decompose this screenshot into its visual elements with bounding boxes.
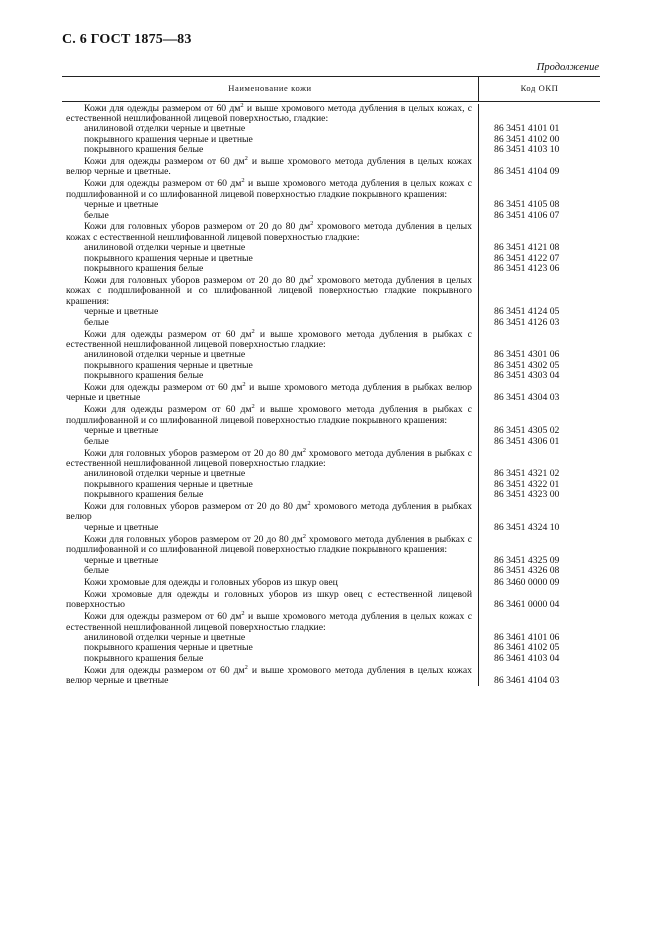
leather-type-item: черные и цветные [84, 425, 159, 437]
okp-code [478, 104, 600, 125]
leather-category-heading: Кожи хромовые для одежды и головных уборов из шкур овец [84, 576, 338, 588]
okp-code: 86 3451 4321 02 [494, 468, 560, 480]
leather-type-item: покрывного крашения белые [84, 263, 204, 275]
leather-type-item: анилиновой отделки черные и цветные [84, 349, 246, 361]
okp-code [478, 222, 600, 243]
okp-code: 86 3451 4301 06 [494, 349, 560, 361]
leather-type-item: анилиновой отделки черные и цветные [84, 631, 246, 643]
okp-code: 86 3451 4326 08 [494, 564, 560, 576]
okp-code: 86 3451 4103 10 [494, 144, 560, 156]
okp-code [478, 449, 600, 470]
okp-code: 86 3451 4306 01 [494, 435, 560, 447]
okp-code: 86 3461 4101 06 [494, 631, 560, 643]
table-row [62, 578, 600, 588]
okp-code: 86 3451 4123 06 [494, 263, 560, 275]
table-row [62, 383, 600, 404]
table-row [62, 437, 600, 447]
leather-type-item: покрывного крашения белые [84, 489, 204, 501]
table-row [62, 532, 600, 556]
okp-code: 86 3451 4122 07 [494, 252, 560, 264]
leather-type-item: белые [84, 316, 109, 328]
okp-code: 86 3451 4322 01 [494, 478, 560, 490]
okp-code: 86 3451 4104 09 [494, 166, 560, 178]
table-row [62, 200, 600, 210]
leather-category-heading: Кожи для одежды размером от 60 $дм^2$ и выше хромового метода дубления в рыбках с естественной нешлифованной лицевой поверхностью гладкие: [66, 327, 472, 350]
okp-code [478, 612, 600, 633]
okp-code [478, 179, 600, 200]
okp-code: 86 3451 4105 08 [494, 199, 560, 211]
leather-type-item: черные и цветные [84, 521, 159, 533]
table-row [62, 663, 600, 687]
table-row [62, 502, 600, 523]
okp-code: 86 3451 4303 04 [494, 370, 560, 382]
leather-type-item: покрывного крашения черные и цветные [84, 359, 253, 371]
leather-category-heading: Кожи для одежды размером от 60 $дм^2$ и выше хромового метода дубления в целых кожах с естественной нешлифованной лицевой поверхностью гладкие: [66, 610, 472, 633]
continuation-label: Продолжение [536, 62, 599, 73]
leather-category-heading: Кожи для одежды размером от 60 $дм^2$ и выше хромового метода дубления в целых кожах, с естественной нешлифованной лицевой поверхностью, гладкие: [66, 101, 472, 124]
leather-type-item: белые [84, 209, 109, 221]
okp-code: 86 3451 4302 05 [494, 359, 560, 371]
leather-type-item: покрывного крашения белые [84, 652, 204, 664]
okp-code: 86 3461 4104 03 [494, 675, 560, 687]
okp-code: 86 3451 4126 03 [494, 316, 560, 328]
table-row [62, 590, 600, 611]
table-row [62, 490, 600, 500]
column-header-code: Код ОКП [520, 83, 559, 93]
leather-type-item: черные и цветные [84, 554, 159, 566]
okp-code: 86 3451 4304 03 [494, 392, 560, 404]
leather-category-heading: Кожи для головных уборов размером от 20 до 80 $дм^2$ хромового метода дубления в рыбках велюр [66, 500, 473, 523]
leather-category-heading: Кожи для одежды размером от 60 $дм^2$ и выше хромового метода дубления в целых кожах велюр черные и цветные. [66, 155, 472, 178]
okp-code: 86 3451 4124 05 [494, 306, 560, 318]
leather-type-item: покрывного крашения белые [84, 144, 204, 156]
table-row [62, 523, 600, 533]
table-row [62, 222, 600, 243]
leather-category-heading: Кожи для одежды размером от 60 $дм^2$ и выше хромового метода дубления в целых кожах велюр черные и цветные [66, 663, 472, 687]
leather-category-heading: Кожи для одежды размером от 60 $дм^2$ и выше хромового метода дубления в целых кожах с подшлифованной и со шлифованной лицевой поверхностью гладкие покрывного крашения: [66, 177, 472, 200]
table-row [62, 318, 600, 328]
table-body [62, 101, 600, 687]
column-header-name: Наименование кожи [62, 77, 479, 101]
table-row [62, 654, 600, 664]
table-row [62, 327, 600, 351]
table-row [62, 276, 600, 307]
page-header: С. 6 ГОСТ 1875—83 [62, 32, 192, 47]
leather-type-item: анилиновой отделки черные и цветные [84, 242, 246, 254]
okp-code: 86 3460 0000 09 [494, 576, 560, 588]
table-header [62, 76, 600, 102]
okp-code: 86 3451 4325 09 [494, 554, 560, 566]
okp-code: 86 3461 0000 04 [494, 599, 560, 611]
okp-code: 86 3451 4323 00 [494, 489, 560, 501]
leather-type-item: черные и цветные [84, 306, 159, 318]
leather-category-heading: Кожи для головных уборов размером от 20 до 80 $дм^2$ хромового метода дубления в рыбках с естественной нешлифованной лицевой поверхностью гладкие: [66, 446, 472, 469]
leather-type-item: анилиновой отделки черные и цветные [84, 123, 246, 135]
table-row [62, 157, 600, 178]
okp-code: 86 3451 4324 10 [494, 521, 560, 533]
okp-code: 86 3461 4102 05 [494, 642, 560, 654]
table-row [62, 145, 600, 155]
leather-type-item: покрывного крашения черные и цветные [84, 133, 253, 145]
leather-type-item: белые [84, 564, 109, 576]
okp-code: 86 3451 4106 07 [494, 209, 560, 221]
leather-type-item: покрывного крашения черные и цветные [84, 642, 253, 654]
leather-category-heading: Кожи хромовые для одежды и головных уборов из шкур овец с естественной лицевой поверхностью [66, 588, 472, 611]
table-row [62, 566, 600, 576]
okp-code [478, 502, 600, 523]
leather-type-item: анилиновой отделки черные и цветные [84, 468, 246, 480]
leather-category-heading: Кожи для головных уборов размером от 20 до 80 $дм^2$ хромового метода дубления в целых кожах с естественной нешлифованной лицевой поверхностью гладкие: [66, 220, 472, 243]
leather-type-item: покрывного крашения черные и цветные [84, 478, 253, 490]
leather-category-heading: Кожи для одежды размером от 60 $дм^2$ и выше хромового метода дубления в рыбках велюр черные и цветные [66, 381, 472, 404]
leather-category-heading: Кожи для головных уборов размером от 20 до 80 $дм^2$ хромового метода дубления в рыбках с подшлифованной и со шлифованной лицевой поверхностью гладкие покрывного крашения: [66, 532, 472, 556]
table-row [62, 179, 600, 200]
table-row [62, 405, 600, 426]
table-row [62, 612, 600, 633]
okp-table [62, 76, 600, 686]
table-row [62, 211, 600, 221]
leather-type-item: черные и цветные [84, 199, 159, 211]
table-row [62, 371, 600, 381]
table-row [62, 101, 600, 125]
okp-code [478, 330, 600, 351]
okp-code [478, 276, 600, 307]
okp-code: 86 3451 4305 02 [494, 425, 560, 437]
leather-type-item: белые [84, 435, 109, 447]
leather-category-heading: Кожи для одежды размером от 60 $дм^2$ и выше хромового метода дубления в рыбках с подшлифованной и со шлифованной лицевой поверхностью гладкие покрывного крашения: [66, 403, 472, 426]
okp-code: 86 3451 4121 08 [494, 242, 560, 254]
table-row [62, 264, 600, 274]
okp-code [478, 535, 600, 556]
table-row [62, 446, 600, 470]
okp-code: 86 3451 4102 00 [494, 133, 560, 145]
okp-code: 86 3451 4101 01 [494, 123, 560, 135]
leather-category-heading: Кожи для головных уборов размером от 20 до 80 $дм^2$ хромового метода дубления в целых кожах с подшлифованной и со шлифованной лицевой поверхностью гладкие покрывного крашения: [66, 274, 472, 307]
okp-code [478, 405, 600, 426]
leather-type-item: покрывного крашения белые [84, 370, 204, 382]
leather-type-item: покрывного крашения черные и цветные [84, 252, 253, 264]
okp-code: 86 3461 4103 04 [494, 652, 560, 664]
